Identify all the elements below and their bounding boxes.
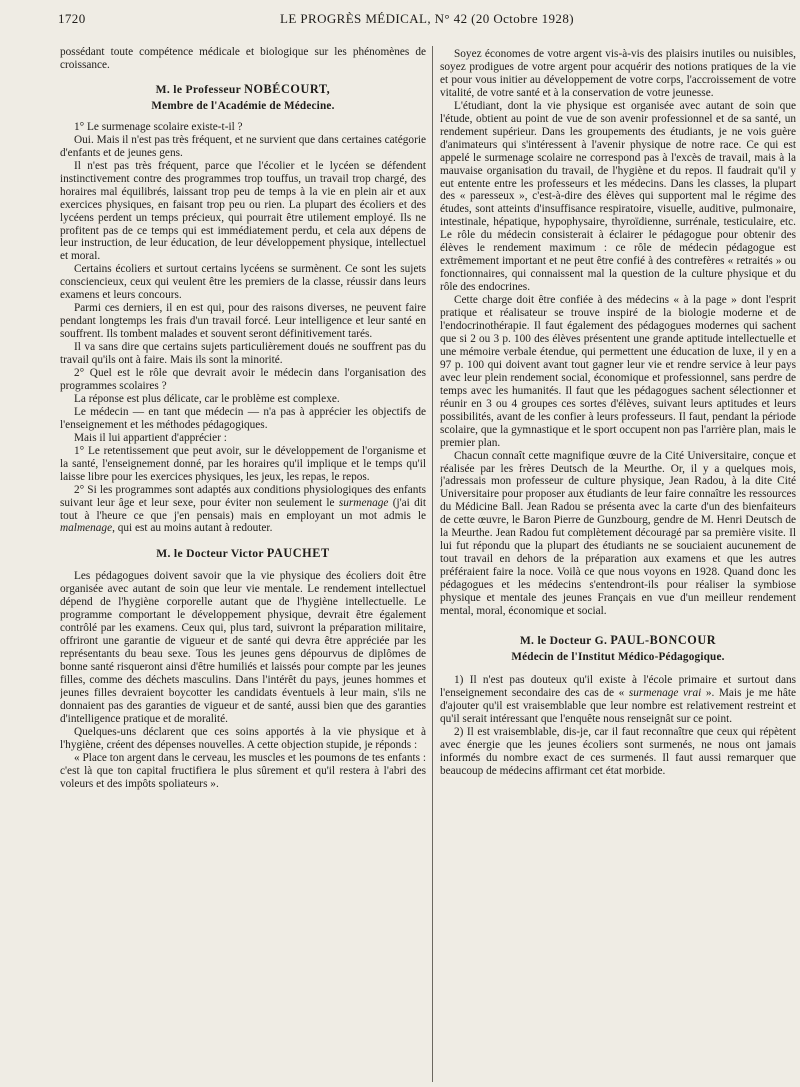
page-number: 1720 — [58, 11, 86, 26]
paragraph: Cette charge doit être confiée à des médecins « à la page » dont l'esprit pratique et réalisateur se trouve inspiré de la biologie moderne et de l'endocrinothérapie. Il faut également des pédagogues modernes qui sachent que si 2 ou 3 p. 100 des élèves présentent une grande aptitude intellectuelle et une mémoire verbale étendue, qui permettent une éducation de luxe, il y en a 97 p. 100 qui doivent avant tout gagner leur vie et rendre service à leur pays avec leur plein rendement social, économique et professionnel, sans perdre de temps avec les humanités. Il faut que les pédagogues sachent sélectionner et réunir en 3 ou 4 groupes ces sortes d'élèves, suivant leurs aptitudes et leurs possibilités, avant de les confier à leurs professeurs. Il faut, pendant la période scolaire, que la gymnastique et le sport occupent non pas l'arrière plan, mais le premier plan. — [440, 294, 796, 449]
paragraph: possédant toute compétence médicale et biologique sur les phénomènes de croissance. — [60, 46, 426, 71]
running-header — [58, 10, 796, 28]
paragraph: Il va sans dire que certains sujets particulièrement doués ne souffrent pas du travail qu'ils ont à faire. Mais ils sont la minorité. — [60, 341, 426, 367]
left-column — [60, 46, 426, 1084]
paragraph: Chacun connaît cette magnifique œuvre de la Cité Universitaire, conçue et réalisée par les frères Deutsch de la Meurthe. Or, il y a quelques mois, j'adressais mon professeur de culture physique, Jean Radou, à la dite Cité Universitaire pour proposer aux étudiants de leur faire connaître les ressources du Médicine Ball. Jean Radou se présenta avec la carte d'un des bienfaiteurs de cette œuvre, le Baron Pierre de Gunzbourg, gendre de M. Henri Deutsch de la Meurthe. Jean Radou fut complètement découragé par sa première visite. Il lui fut répondu que la plupart des étudiants ne se souciaient aucunement de tout travail en dehors de la préparation aux examens et que les autres préféraient faire la noce. Voilà ce que nous voyons en 1928. Quand donc les pédagogues et les médecins s'entendront-ils pour réaliser la symbiose physique et mentale des jeunes Français en vue d'un meilleur rendement mental, moral, économique et social. — [440, 449, 796, 617]
paragraph: 1° Le retentissement que peut avoir, sur le développement de l'organisme et la santé, l'enseignement donné, par les horaires qu'il implique et le temps qu'il laisse libre pour les exercices physiques, les jeux, les repas, le repos. — [60, 444, 426, 483]
paragraph: Oui. Mais il n'est pas très fréquent, et ne survient que dans certaines catégorie d'enfants et de jeunes gens. — [60, 133, 426, 159]
section-subtitle-nobecourt: Membre de l'Académie de Médecine. — [151, 99, 335, 112]
paragraph: La réponse est plus délicate, car le problème est complexe. — [74, 392, 340, 405]
paragraph: Soyez économes de votre argent vis-à-vis des plaisirs inutiles ou nuisibles, soyez prodigues de votre argent pour acquérir des notions pratiques de la vie et pour vous initier au développement de votre corps, l'accroissement de votre vitalité, de votre santé et à la conservation de votre jeunesse. — [440, 48, 796, 99]
paragraph: 2° Si les programmes sont adaptés aux conditions physiologiques des enfants suivant leur âge et leur sexe, pour éviter non seulement le surmenage (j'ai dit tout à l'heure ce que j'en pensais) mais en employant un mot admis le malmenage, qui est au moins autant à redouter. — [60, 483, 426, 535]
paragraph: 1° Le surmenage scolaire existe-t-il ? — [74, 120, 243, 133]
section-heading-pauchet: M. le Docteur Victor PAUCHET — [156, 546, 330, 561]
right-column — [440, 48, 796, 1086]
paragraph: « Place ton argent dans le cerveau, les muscles et les poumons de tes enfants : c'est là que ton capital fructifiera le plus sûrement et qu'il restera à l'abri des voleurs et des impôts spoliateurs ». — [60, 751, 426, 790]
paragraph: Il n'est pas très fréquent, parce que l'écolier et le lycéen se défendent instinctivement contre des programmes trop touffus, un travail trop chargé, des horaires mal équilibrés, laissant trop peu de temps à la vie en plein air et aux exercices physiques, en faisant trop peu ou rien. La plupart des écoliers et des lycéens perdent un temps précieux, qui pourrait être utilement employé. Ils ne profitent pas de ce temps qui est immédiatement perdu, et cela aux dépens de leur instruction, de leur éducation, de leur développement physique, intellectuel et moral. — [60, 159, 426, 263]
paragraph: Les pédagogues doivent savoir que la vie physique des écoliers doit être organisée avec autant de soin que leur vie mentale. Le rendement intellectuel dépend de l'hygiène corporelle autant que de l'hygiène intellectuelle. Le programme comportant le développement physique, devrait être également contrôlé par les examens. Ceux qui, plus tard, suivront la préparation militaire, offriront une garantie de vigueur et de santé qui devra être appréciée par les représentants du beau sexe. Tous les jeunes gens dépourvus de diplômes de bonne santé risqueront ainsi d'être humiliés et laissés pour compte par les jeunes filles, comme des déchets masculins. Dans l'intérêt du pays, jeunes hommes et jeunes filles devraient boycotter les candidats éventuels à leur main, s'ils ne donnaient pas des garanties de vigueur et de santé, aussi bien que des garanties d'intelligence pratique et de moralité. — [60, 570, 426, 725]
paragraph: 2° Quel est le rôle que devrait avoir le médecin dans l'organisation des programmes scolaires ? — [60, 367, 426, 392]
paragraph: 1) Il n'est pas douteux qu'il existe à l'école primaire et surtout dans l'enseignement secondaire des cas de « surmenage vrai ». Mais je me hâte d'ajouter qu'il est vraisemblable que leur nombre est relativement restreint et qu'il serait intéressant que l'enquête nous renseignât sur ce point. — [440, 673, 796, 725]
paragraph: Quelques-uns déclarent que ces soins apportés à la vie physique et à l'hygiène, créent des dépenses nouvelles. A cette objection stupide, je réponds : — [60, 725, 426, 751]
paragraph: Certains écoliers et surtout certains lycéens se surmènent. Ce sont les sujets consciencieux, ceux qui veulent être les premiers de la classe, réussir dans leurs examens et leurs concours. — [60, 263, 426, 302]
paragraph: Parmi ces derniers, il en est qui, pour des raisons diverses, ne peuvent faire pendant longtemps les frais d'un travail forcé. Leur intelligence et leur santé en souffrent. Ils tombent malades et souvent seront définitivement tarés. — [60, 302, 426, 341]
section-heading-paul-boncour: M. le Docteur G. PAUL-BONCOUR — [519, 632, 717, 647]
column-rule — [432, 46, 433, 1082]
paragraph: Le médecin — en tant que médecin — n'a pas à apprécier les objectifs de l'enseignement et les méthodes pédagogiques. — [60, 405, 426, 431]
paragraph: L'étudiant, dont la vie physique est organisée avec autant de soin que l'étude, obtient au point de vue de son avenir professionnel et de sa santé, un rendement supérieur. Dans les groupements des étudiants, je ne vois guère d'animateurs qui s'intéressent à l'avenir physique de notre race. Ce qui est appelé le surmenage scolaire ne correspond pas à l'excès de travail, mais à la mauvaise organisation du travail, de l'hygiène et du repos. Il faudrait qu'il y eut entente entre les professeurs et les médecins. Dans les classes, la plupart des « paresseux », c'est-à-dire des élèves qui supportent mal le régime des études, sont atteints d'insuffisance respiratoire, visuelle, auditive, pulmonaire, intestinale, hépatique, hypophysaire, thyroïdienne, surrénale, testiculaire, etc. Le rôle du médecin consisterait à éclairer le pédagogue pour obtenir des élèves le rendement maximum : ce rôle de médecin pédagogue est extrêmement important et ne peut être confié à des contrefères « retraités » ou fonctionnaires, qui connaissent mal la question de la culture physique et du rôle des endocrines. — [440, 99, 796, 294]
section-subtitle-paul-boncour: Médecin de l'Institut Médico-Pédagogique. — [511, 650, 725, 663]
paragraph: Mais il lui appartient d'apprécier : — [74, 431, 227, 444]
section-heading-nobecourt: M. le Professeur NOBÉCOURT, — [155, 81, 331, 96]
running-title: LE PROGRÈS MÉDICAL, N° 42 (20 Octobre 1928) — [280, 11, 574, 26]
paragraph: 2) Il est vraisemblable, dis-je, car il faut reconnaître que ceux qui répètent avec énergie que les jeunes écoliers sont surmenés, ne nous ont jamais informés du nombre exact de ces surmenés. Il faut aussi remarquer que beaucoup de médecins affirmant cet état morbide. — [440, 725, 796, 777]
